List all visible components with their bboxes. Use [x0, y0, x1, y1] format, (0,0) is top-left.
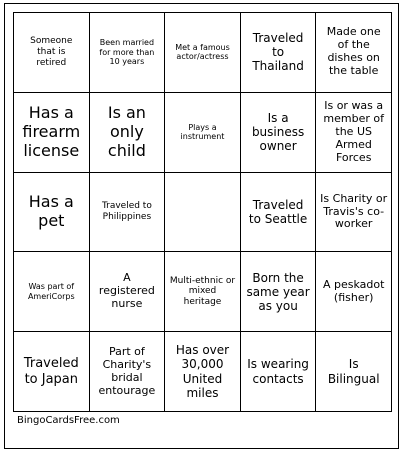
bingo-cell	[316, 13, 392, 93]
cell-text: Has a pet	[28, 192, 74, 230]
bingo-cell	[241, 173, 317, 253]
bingo-cell	[90, 173, 166, 253]
cell-text: Is wearing contacts	[247, 357, 309, 386]
cell-text: Part of Charity's bridal entourage	[98, 344, 156, 397]
cell-text: Been married for more than 10 years	[99, 38, 155, 67]
bingo-cell	[165, 252, 241, 332]
bingo-cell	[241, 332, 317, 412]
bingo-cell	[165, 13, 241, 93]
cell-text: Is an only child	[107, 102, 146, 160]
cell-text: Was part of AmeriCorps	[27, 282, 75, 301]
bingo-cell	[241, 252, 317, 332]
bingo-cell	[14, 332, 90, 412]
bingo-cell	[14, 13, 90, 93]
cell-text: Someone that is retired	[30, 36, 73, 68]
bingo-cell	[90, 93, 166, 173]
bingo-cell	[90, 332, 166, 412]
bingo-cell	[14, 173, 90, 253]
bingo-cell	[14, 93, 90, 173]
free-space-cell	[165, 173, 241, 253]
bingo-cell	[241, 93, 317, 173]
bingo-cell	[316, 93, 392, 173]
cell-text: Made one of the dishes on the table	[326, 25, 381, 78]
bingo-cell	[241, 13, 317, 93]
cell-text: Met a famous actor/actress	[175, 42, 230, 62]
cell-text: Is or was a member of the US Armed Forces	[323, 98, 384, 164]
bingo-cell	[90, 252, 166, 332]
bingo-cell	[90, 13, 166, 93]
bingo-cell	[165, 93, 241, 173]
cell-text: Is Charity or Travis's co-worker	[320, 191, 388, 231]
bingo-cell	[14, 252, 90, 332]
cell-text: Is a business owner	[251, 110, 305, 154]
cell-text: Traveled to Japan	[23, 356, 79, 387]
cell-text: Has over 30,000 United miles	[175, 343, 230, 400]
bingo-cell	[165, 332, 241, 412]
cell-text: Plays a instrument	[180, 122, 225, 142]
cell-text: Multi-ethnic or mixed heritage	[169, 275, 236, 308]
bingo-cell	[316, 332, 392, 412]
cell-text: Traveled to Seattle	[248, 197, 308, 226]
site-footer: BingoCardsFree.com	[17, 415, 120, 426]
cell-text: Traveled to Thailand	[252, 31, 304, 74]
bingo-card	[4, 3, 399, 449]
cell-text: A peskadot (fisher)	[322, 277, 385, 304]
cell-text: A registered nurse	[98, 271, 155, 311]
bingo-cell	[316, 252, 392, 332]
cell-text: Is Bilingual	[327, 357, 380, 386]
cell-text: Has a firearm license	[22, 102, 81, 160]
bingo-cell	[316, 173, 392, 253]
cell-text: Traveled to Philippines	[101, 201, 152, 222]
cell-text: Born the same year as you	[246, 270, 310, 313]
bingo-grid	[13, 12, 392, 412]
